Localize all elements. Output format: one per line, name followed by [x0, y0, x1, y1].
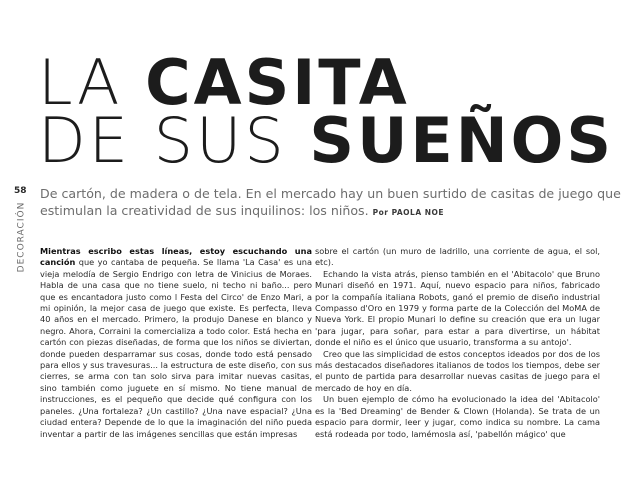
headline-light-part: DE SUS: [38, 104, 310, 177]
intro-bold-text: Mientras escribo estas líneas, estoy escuchando una canción: [40, 246, 312, 268]
article-lead: [40, 185, 625, 221]
paragraph-text: que yo cantaba de pequeña. Se llama 'La Casa' es una vieja melodía de Sergio Endrigo con letra de Vinicius de Moraes. Habla de una casa que no tiene suelo, ni techo ni baño... pero que es encantadora justo como l Festa del Circo' de Enzo Mari, a mi opinión, la mejor casa de juego que existe. Es perfecta, lleva 40 años en el mercado. Primero, la produjo Danese en blanco y negro. Ahora, Corraini la comercializa a todo color. Está hecha en cartón con piezas diseñadas, de forma que los niños se diviertan, donde pueden desparramar sus cosas, donde todo está pensado para ellos y sus travesuras... la estructura de este diseño, con sus cierres, se arma con tan solo sirva para imitar nuevas casitas, sino también como juguete en sí mismo. No tiene manual de instrucciones, es el pequeño que decide qué configura con los paneles. ¿Una fortaleza? ¿Un castillo? ¿Una nave espacial? ¿Una ciudad entera? Depende de lo que la imaginación del niño pueda inventar a partir de las imágenes sencillas que están impresas: [40, 257, 312, 439]
body-paragraph: Creo que las simplicidad de estos conceptos ideados por dos de los más destacados diseñadores italianos de todos los tiempos, debe ser el punto de partida para desarrollar nuevas casitas de juego para el mercado de hoy en día.: [315, 348, 600, 393]
headline-bold-part: CASITA: [145, 46, 410, 119]
body-paragraph: Un buen ejemplo de cómo ha evolucionado la idea del 'Abitacolo' es la 'Bed Dreaming' de Bender & Clown (Holanda). Se trata de un espacio para dormir, leer y jugar, como indica su nombre. La cama está rodeada por todo, lamémosla así, 'pabellón mágico' que: [315, 394, 600, 439]
section-label: DECORACIÓN: [16, 201, 27, 273]
lead-text: De cartón, de madera o de tela. En el mercado hay un buen surtido de casitas de juego que estimulan la creatividad de sus inquilinos: los niños.: [40, 186, 621, 218]
article-headline: [38, 46, 615, 177]
body-paragraph: [40, 246, 312, 440]
body-paragraph: Echando la vista atrás, pienso también en el 'Abitacolo' que Bruno Munari diseñó en 1971. Aquí, nuevo espacio para niños, fabricado por la compañía italiana Robots, ganó el premio de diseño industrial Compasso d'Oro en 1979 y forma parte de la Colección del MoMA de Nueva York. El propio Munari lo define su creación que era un lugar 'para jugar, para soñar, para estar a para divertirse, un hábitat donde el niño es el único que usuario, transforma a su antojo'.: [315, 268, 600, 348]
author-byline: Por PAOLA NOE: [372, 208, 445, 217]
body-paragraph: sobre el cartón (un muro de ladrillo, una corriente de agua, el sol, etc).: [315, 246, 600, 268]
headline-bold-part: SUEÑOS: [309, 104, 615, 177]
body-column-left: [40, 246, 312, 440]
page-sidebar: [10, 186, 32, 273]
body-column-right: [315, 246, 600, 440]
page-number: 58: [14, 186, 27, 196]
headline-line-2: [38, 104, 615, 177]
headline-light-part: LA: [38, 46, 146, 119]
